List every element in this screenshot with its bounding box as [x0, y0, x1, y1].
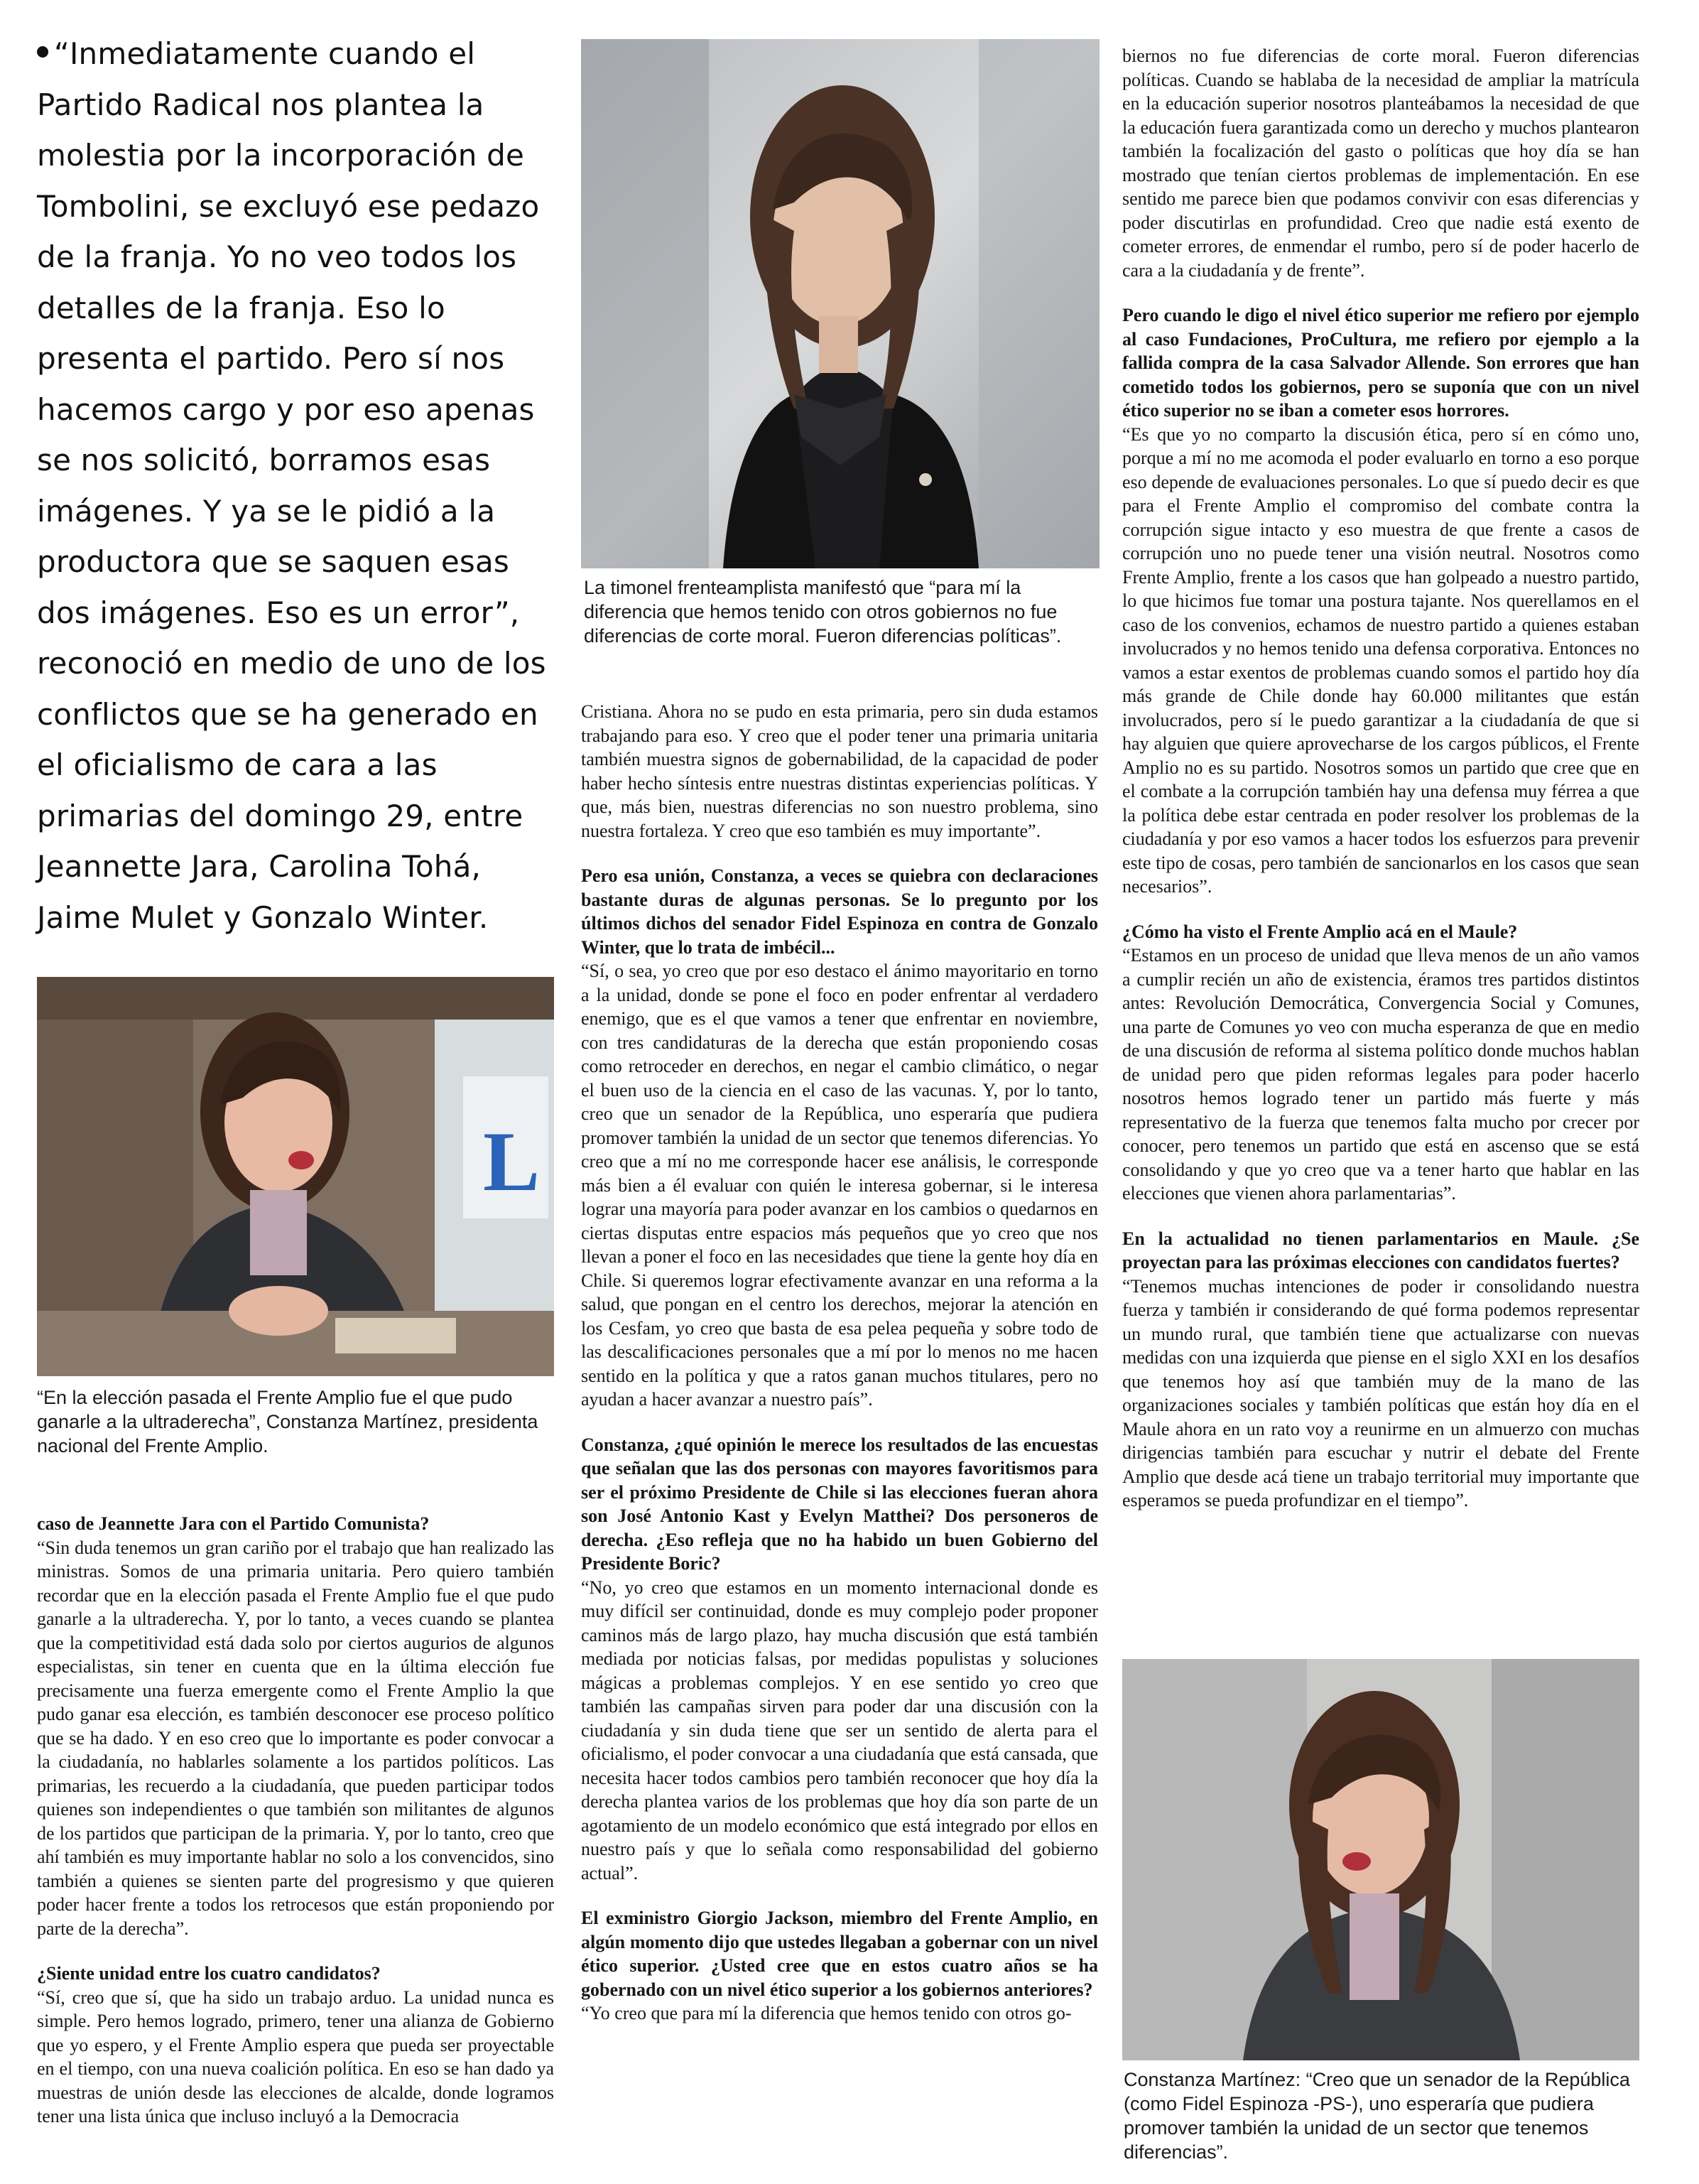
photo-right-bottom: [1122, 1659, 1639, 2060]
interview-question: Constanza, ¿qué opinión le merece los resultados de las encuestas que señalan que las dos personas con mayores favoritismos para ser el próximo Presidente de Chile si las elecciones fueran ahora son José Antonio Kast y Evelyn Matthei? Dos personeros de derecha. ¿Eso refleja que no ha habido un buen Gobierno del Presidente Boric?: [581, 1434, 1098, 1574]
interview-answer: “Estamos en un proceso de unidad que lleva menos de un año vamos a cumplir recién un año de existencia, éramos tres partidos distintos antes: Revolución Democrática, Convergencia Social y Comunes, una parte de Comunes yo veo con mucha esperanza de que en medio de una discusión de reforma al sistema político donde muchos hablan de unidad pero que piden reformas legales para poder hacerlo nosotros hemos logrado tener un partido más fuerte y más representativo de la fuerza que tenemos falta mucho por crecer por conocer, pero tenemos un partido que está en ascenso que se está consolidando y que yo creo que va a tener harto que hablar en las elecciones que vienen ahora parlamentarias”.: [1122, 945, 1639, 1204]
paragraph-gap: [581, 843, 1098, 864]
interview-answer: biernos no fue diferencias de corte moral. Fueron diferencias políticas. Cuando se hablaba de la necesidad de ampliar la matrícula en la educación superior nosotros planteábamos la necesidad de que la educación fuera garantizada como un derecho y muchos plantearon también la focalización del gasto o políticas que hoy día se han mostrado que tenían ciertos problemas de implementación. En ese sentido me parece bien que podamos convivir con esas diferencias y poder discutirlas en profundidad. Creo que nadie está exento de cometer errores, de enmendar el rumbo, pero sí de poder hacerlo de cara a la ciudadanía y de frente”.: [1122, 45, 1639, 281]
photo-right-bottom-caption: Constanza Martínez: “Creo que un senador de la República (como Fidel Espinoza -PS-), uno esperaría que pudiera promover también la unidad de un sector que tenemos diferencias”.: [1124, 2069, 1630, 2163]
pull-quote: [37, 28, 548, 943]
paragraph-gap: [1122, 1206, 1639, 1227]
interview-answer: “Sí, o sea, yo creo que por eso destaco el ánimo mayoritario en torno a la unidad, donde se pone el foco en poder enfrentar al verdadero enemigo, que es el que vamos a tener que enfrentar en noviembre, con tres candidaturas de la derecha que están proponiendo cosas como retroceder en derechos, en negar el cambio climático, o negar el buen uso de la ciencia en el caso de las vacunas. Y, por lo tanto, creo que un senador de la República, uno esperaría que pudiera promover también la unidad de un sector que tenemos diferencias. Yo creo que a mí no me corresponde hacer ese análisis, le corresponde más bien a él evaluar con quién le interesa gobernar, si le interesa lograr una mayoría para poder avanzar en los cambios o quedarnos en ciertas disputas entre espacios más pequeños que yo creo que nos llevan a poner el foco en las necesidades que tiene la gente hoy día en Chile. Si queremos lograr efectivamente avanzar en una reforma a la salud, que pongan en el centro los derechos, mejorar la atención en los Cesfam, yo creo que basta de esa pelea pequeña y sobre todo de las descalificaciones personales que a mí por lo menos no me hacen sentido en la política y que a ratos ganan muchos titulares, pero no ayudan a hacer avanzar a nuestro país”.: [581, 961, 1098, 1410]
interview-answer: Cristiana. Ahora no se pudo en esta primaria, pero sin duda estamos trabajando para eso. Y creo que el poder tener una primaria unitaria también muestra signos de gobernabilidad, de la capacidad de poder haber hecho síntesis entre nuestras distintas experiencias políticas. Y que, más bien, nuestras diferencias no son nuestro problema, sino nuestra fortaleza. Y creo que eso también es muy importante”.: [581, 701, 1098, 841]
interview-answer: “No, yo creo que estamos en un momento internacional donde es muy difícil ser continuidad, donde es muy complejo poder proponer caminos más de largo plazo, hay mucha discusión que está también mediada por noticias falsas, por medidas populistas y soluciones mágicas a problemas complejos. Y en ese sentido yo creo que también las campañas sirven para poder dar una discusión con la ciudadanía y sin duda tiene que ser un sentido de alerta para el oficialismo, el poder convocar a una ciudadanía que está cansada, que necesita hacer todos cambios pero también reconocer que hoy día la derecha plantea varios de los problemas que hoy día son parte de un agotamiento de un modelo económico que está integrado por ellos en nuestro país y que lo señala como responsabilidad del gobierno actual”.: [581, 1577, 1098, 1883]
sign-letter: L: [483, 1114, 541, 1209]
col3-article-text: [1122, 44, 1639, 1513]
interview-question: En la actualidad no tienen parlamentarios en Maule. ¿Se proyectan para las próximas elecciones con candidatos fuertes?: [1122, 1228, 1639, 1272]
interview-answer: “Tenemos muchas intenciones de poder ir consolidando nuestra fuerza y también ir considerando de qué forma podemos representar un mundo rural, que también tiene que actualizarse con nuevas medidas con una izquierda que piense en el siglo XXI en los desafíos que tenemos hoy así que también muy de la mano de las organizaciones sociales y también políticas que están hoy día en el Maule ahora en un rato voy a reunirme en un almuerzo con muchas dirigencias también para escuchar y nutrir el debate del Frente Amplio que desde acá tiene un trabajo territorial muy importante que esperamos se pueda profundizar en el tiempo”.: [1122, 1275, 1639, 1510]
paragraph-gap: [581, 1885, 1098, 1906]
photo-top-center: [581, 39, 1100, 568]
photo-top-center-caption: La timonel frenteamplista manifestó que “para mí la diferencia que hemos tenido con otros gobiernos no fue diferencias de corte moral. Fueron diferencias políticas”.: [584, 577, 1062, 647]
paragraph-gap: [37, 1940, 554, 1962]
paragraph-gap: [581, 1412, 1098, 1433]
paragraph-gap: [1122, 899, 1639, 920]
interview-question: Pero esa unión, Constanza, a veces se quiebra con declaraciones bastante duras de algunas personas. Se lo pregunto por los últimos dichos del senador Fidel Espinoza en contra de Gonzalo Winter, que lo trata de imbécil...: [581, 865, 1098, 958]
col1-article-text: [37, 1512, 554, 2129]
interview-question: ¿Cómo ha visto el Frente Amplio acá en el Maule?: [1122, 921, 1518, 942]
photo-left-mid-caption: “En la elección pasada el Frente Amplio fue el que pudo ganarle a la ultraderecha”, Constanza Martínez, presidenta nacional del Frente Amplio.: [37, 1387, 538, 1456]
photo-left-mid: [37, 977, 554, 1376]
interview-question: Pero cuando le digo el nivel ético superior me refiero por ejemplo al caso Fundaciones, ProCultura, me refiero por ejemplo a la fallida compra de la casa Salvador Allende. Son errores que han cometido todos los gobiernos, pero se suponía que con un nivel ético superior no se iban a cometer esos horrores.: [1122, 305, 1639, 421]
interview-answer: “Es que yo no comparto la discusión ética, pero sí en cómo uno, porque a mí no me acomoda el poder evaluarlo en torno a eso porque eso depende de evaluaciones personales. Lo que sí puedo decir es que para el Frente Amplio el compromiso del combate contra la corrupción sigue intacto y eso muestra de que frente a casos de corrupción uno no puede tener una visión neutral. Nosotros como Frente Amplio, frente a los casos que han golpeado a nuestro partido, lo que hicimos fue tomar una postura tajante. Nos querellamos en el caso de los convenios, echamos de nuestro partido a quienes estaban involucrados y no hemos tenido una defensa corporativa. Entonces no vamos a estar exentos de problemas cuando somos el partido hoy día más grande de Chile donde hay 60.000 militantes que están involucrados, pero sí le puedo garantizar a la ciudadanía de que si hay alguien que quiere aprovecharse de los cargos públicos, el Frente Amplio no es su partido. Nosotros somos un partido que cree que en el combate a la corrupción también hay una defensa muy férrea a que la política debe estar centrada en poder resolver los problemas de la ciudadanía y por eso vamos a hacer todos los esfuerzos para prevenir este tipo de cosas, pero también de sancionarlos en los casos que sean necesarios”.: [1122, 423, 1639, 897]
interview-question: caso de Jeannette Jara con el Partido Comunista?: [37, 1513, 430, 1534]
interview-question: ¿Siente unidad entre los cuatro candidatos?: [37, 1963, 381, 1984]
pull-quote-text: “Inmediatamente cuando el Partido Radical nos plantea la molestia por la incorporación de Tombolini, se excluyó ese pedazo de la franja. Yo no veo todos los detalles de la franja. Eso lo presenta el partido. Pero sí nos hacemos cargo y por eso apenas se nos solicitó, borramos esas imágenes. Y ya se le pidió a la productora que se saquen esas dos imágenes. Eso es un error”, reconoció en medio de uno de los conflictos que se ha generado en el oficialismo de cara a las primarias del domingo 29, entre Jeannette Jara, Carolina Tohá, Jaime Mulet y Gonzalo Winter.: [37, 36, 546, 935]
paragraph-gap: [1122, 282, 1639, 303]
interview-answer: “Sí, creo que sí, que ha sido un trabajo arduo. La unidad nunca es simple. Pero hemos logrado, primero, tener una alianza de Gobierno que yo espero, y el Frente Amplio espera que pueda ser proyectable en el tiempo, con una nueva coalición política. En eso se han dado ya muestras de unión desde las elecciones de alcalde, donde logramos tener una lista única que incluso incluyó a la Democracia: [37, 1986, 554, 2126]
interview-question: El exministro Giorgio Jackson, miembro del Frente Amplio, en algún momento dijo que ustedes llegaban a gobernar con un nivel ético superior. ¿Usted cree que en estos cuatro años se ha gobernado con un nivel ético superior a los gobiernos anteriores?: [581, 1908, 1098, 2000]
interview-answer: “Yo creo que para mí la diferencia que hemos tenido con otros go-: [581, 2003, 1072, 2023]
bullet-icon: [37, 46, 48, 58]
interview-answer: “Sin duda tenemos un gran cariño por el trabajo que han realizado las ministras. Somos de una primaria unitaria. Pero quiero también recordar que en la elección pasada el Frente Amplio fue el que pudo ganarle a la ultraderecha. Y, por lo tanto, a veces cuando se plantea que la competitividad está dada solo por ciertos augurios de algunos especialistas, sin tener en cuenta que en la última elección fue precisamente una fuerza emergente como el Frente Amplio la que pudo ganar esa elección, es también desconocer ese proceso político que se ha dado. Y en eso creo que lo importante es poder convocar a la ciudadanía, no hablarles solamente a los partidos políticos. Las primarias, les recuerdo a la ciudadanía, que pueden participar todos quienes son independientes o que también son militantes de algunos de los partidos que participan de la primaria. Y, por lo tanto, creo que ahí también es muy importante hablar no solo a los convencidos, sino también a quienes se sienten parte del progresismo y que quieren poder hacer frente a todos los retrocesos que están proponiendo por parte de la derecha”.: [37, 1537, 554, 1939]
col2-article-text: [581, 700, 1098, 2026]
